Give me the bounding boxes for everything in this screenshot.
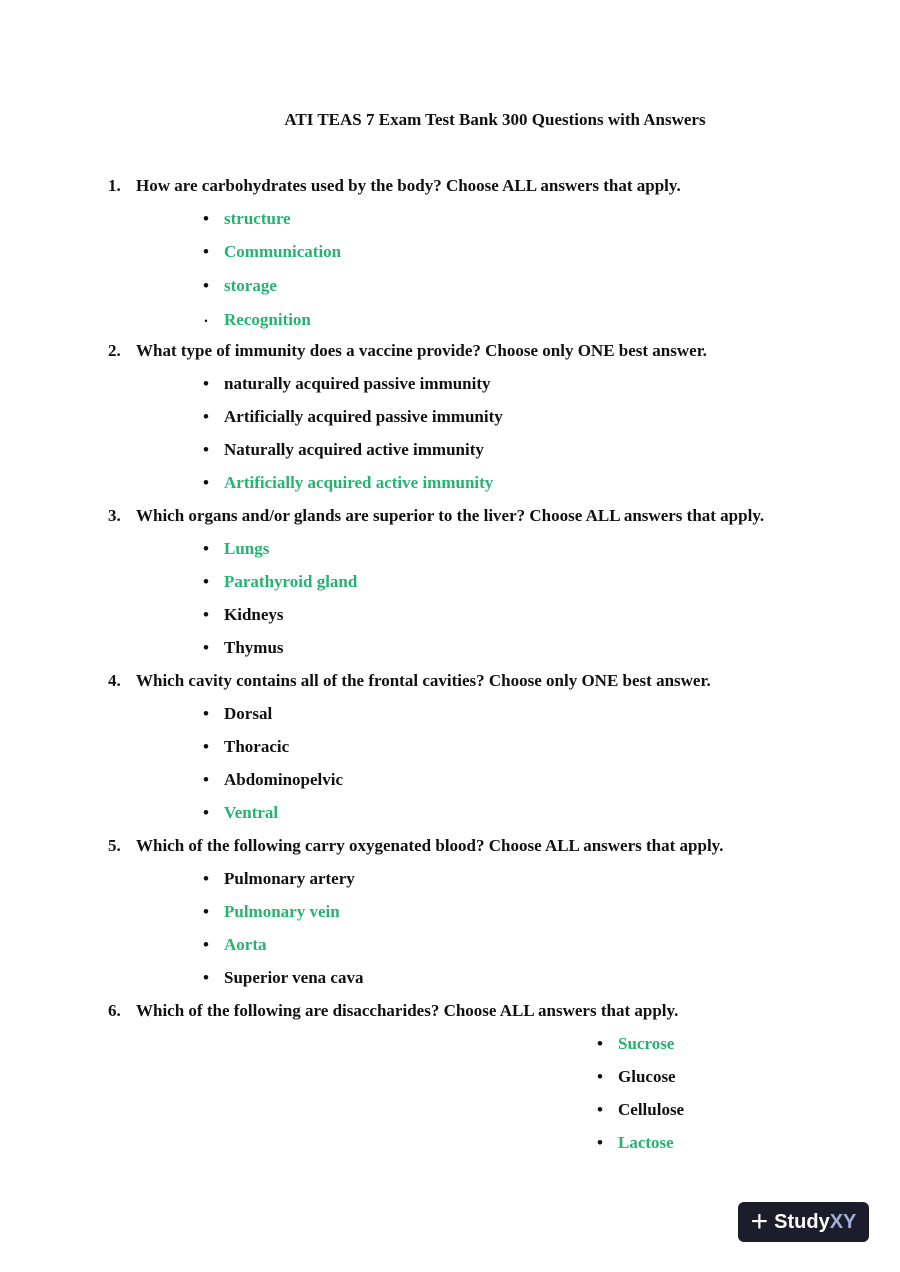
bullet-icon: • — [203, 209, 209, 228]
bullet-icon: • — [597, 1067, 603, 1086]
option-5-2 — [203, 902, 340, 922]
option-5-4 — [203, 968, 364, 988]
question-4 — [108, 671, 711, 691]
option-label: Superior vena cava — [224, 968, 364, 987]
option-4-4 — [203, 803, 279, 823]
bullet-icon: • — [597, 1100, 603, 1119]
question-number: 3. — [108, 506, 121, 525]
option-1-2 — [203, 242, 342, 262]
document-title: ATI TEAS 7 Exam Test Bank 300 Questions with Answers — [284, 110, 706, 129]
question-1 — [108, 176, 681, 196]
option-label: Artificially acquired passive immunity — [224, 407, 503, 426]
question-number: 2. — [108, 341, 121, 360]
option-label: Aorta — [224, 935, 267, 954]
option-label: Recognition — [224, 310, 311, 329]
question-number: 5. — [108, 836, 121, 855]
bullet-icon: • — [203, 770, 209, 789]
option-label: Naturally acquired active immunity — [224, 440, 484, 459]
question-text: Which cavity contains all of the frontal cavities? Choose only ONE best answer. — [136, 671, 711, 690]
option-2-1 — [203, 374, 491, 394]
bullet-icon: • — [203, 968, 209, 987]
option-3-3 — [203, 605, 284, 625]
question-number: 4. — [108, 671, 121, 690]
option-6-3 — [597, 1100, 685, 1120]
plus-icon: + — [750, 1205, 769, 1238]
option-4-1 — [203, 704, 273, 724]
question-6 — [108, 1001, 678, 1021]
option-1-1 — [203, 209, 291, 229]
bullet-icon: • — [203, 572, 209, 591]
option-label: Communication — [224, 242, 342, 261]
bullet-icon: • — [203, 638, 209, 657]
bullet-icon: • — [203, 704, 209, 723]
bullet-icon: • — [203, 539, 209, 558]
option-1-4 — [204, 310, 311, 330]
bullet-icon: • — [203, 473, 209, 492]
question-2 — [108, 341, 707, 361]
option-4-3 — [203, 770, 344, 790]
question-text: Which of the following carry oxygenated blood? Choose ALL answers that apply. — [136, 836, 724, 855]
option-label: storage — [224, 276, 277, 295]
option-1-3 — [203, 276, 277, 296]
logo-prefix: Study — [774, 1210, 830, 1233]
option-6-4 — [597, 1133, 674, 1153]
option-label: Kidneys — [224, 605, 284, 624]
bullet-icon: • — [203, 440, 209, 459]
logo-suffix: XY — [829, 1210, 857, 1233]
bullet-icon: • — [203, 276, 209, 295]
bullet-icon: • — [203, 374, 209, 393]
bullet-icon: • — [204, 316, 208, 326]
bullet-icon: • — [203, 869, 209, 888]
question-text: How are carbohydrates used by the body? Choose ALL answers that apply. — [136, 176, 681, 195]
option-2-2 — [203, 407, 503, 427]
bullet-icon: • — [597, 1133, 603, 1152]
option-label: Thoracic — [224, 737, 290, 756]
option-label: Lactose — [618, 1133, 674, 1152]
bullet-icon: • — [203, 737, 209, 756]
option-label: Pulmonary vein — [224, 902, 340, 921]
question-number: 1. — [108, 176, 121, 195]
option-2-3 — [203, 440, 484, 460]
option-label: Abdominopelvic — [224, 770, 344, 789]
option-label: Ventral — [224, 803, 279, 822]
option-label: Glucose — [618, 1067, 676, 1086]
bullet-icon: • — [203, 803, 209, 822]
option-3-4 — [203, 638, 284, 658]
question-5 — [108, 836, 724, 856]
bullet-icon: • — [597, 1034, 603, 1053]
option-4-2 — [203, 737, 290, 757]
studyxy-logo[interactable] — [738, 1202, 869, 1242]
option-label: Thymus — [224, 638, 284, 657]
bullet-icon: • — [203, 407, 209, 426]
question-text: Which of the following are disaccharides? Choose ALL answers that apply. — [136, 1001, 679, 1020]
option-6-2 — [597, 1067, 676, 1087]
option-5-3 — [203, 935, 267, 955]
option-5-1 — [203, 869, 355, 889]
question-text: What type of immunity does a vaccine provide? Choose only ONE best answer. — [136, 341, 707, 360]
question-text: Which organs and/or glands are superior to the liver? Choose ALL answers that apply. — [136, 506, 765, 525]
option-label: Sucrose — [618, 1034, 675, 1053]
option-2-4 — [203, 473, 494, 493]
bullet-icon: • — [203, 902, 209, 921]
option-3-1 — [203, 539, 270, 559]
option-6-1 — [597, 1034, 675, 1054]
option-label: naturally acquired passive immunity — [224, 374, 491, 393]
bullet-icon: • — [203, 605, 209, 624]
option-label: Dorsal — [224, 704, 273, 723]
bullet-icon: • — [203, 242, 209, 261]
option-label: structure — [224, 209, 291, 228]
option-label: Lungs — [224, 539, 270, 558]
option-label: Cellulose — [618, 1100, 685, 1119]
question-3 — [108, 506, 764, 526]
option-label: Artificially acquired active immunity — [224, 473, 494, 492]
option-3-2 — [203, 572, 358, 592]
option-label: Parathyroid gland — [224, 572, 358, 591]
bullet-icon: • — [203, 935, 209, 954]
question-number: 6. — [108, 1001, 121, 1020]
option-label: Pulmonary artery — [224, 869, 355, 888]
